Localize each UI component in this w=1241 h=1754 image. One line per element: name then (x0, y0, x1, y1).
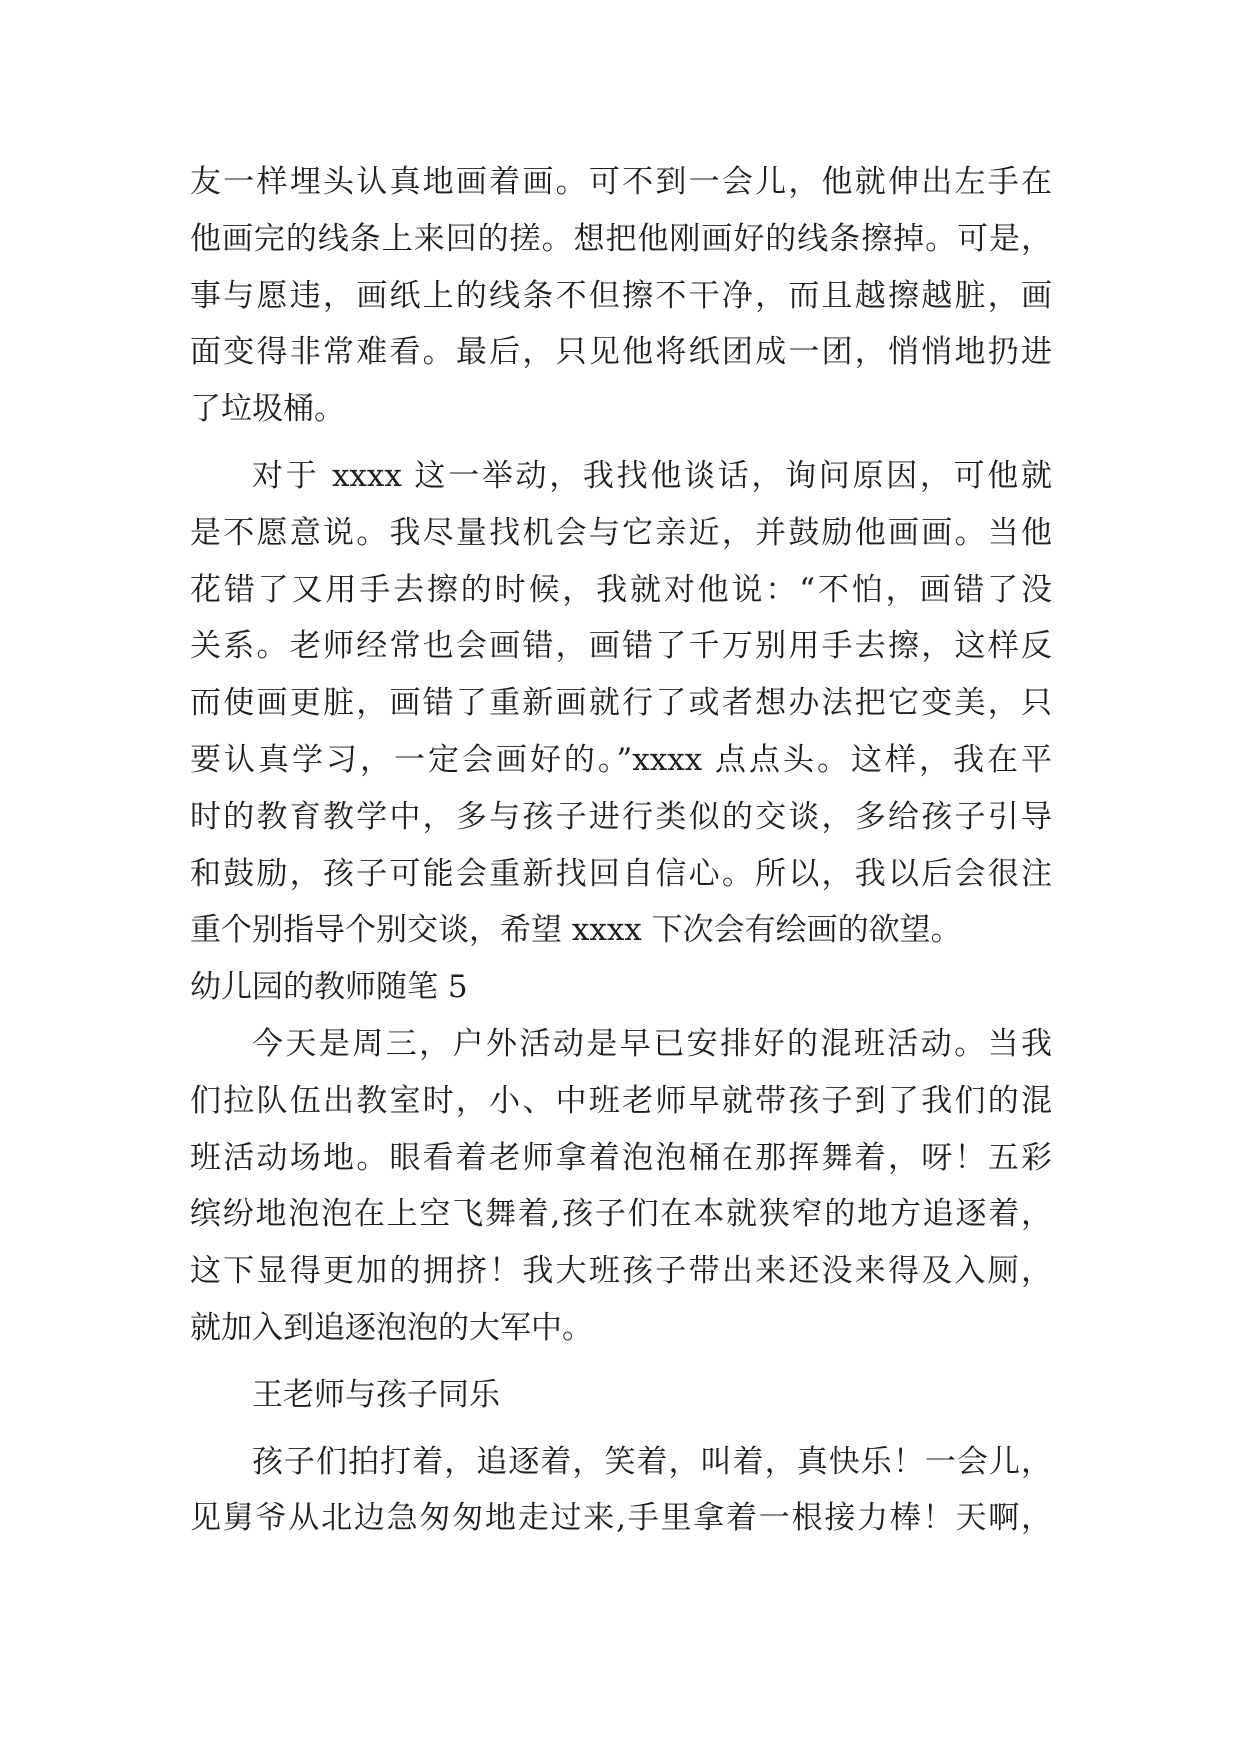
text-line: 而使画更脏，画错了重新画就行了或者想办法把它变美，只 (190, 685, 1052, 722)
text-line: 时的教育教学中，多与孩子进行类似的交谈，多给孩子引导 (190, 798, 1052, 835)
text-line: 面变得非常难看。最后，只见他将纸团成一团，悄悄地扔进 (190, 334, 1052, 371)
section-title: 幼儿园的教师随笔 5 (190, 969, 468, 1006)
text-line: 是不愿意说。我尽量找机会与它亲近，并鼓励他画画。当他 (190, 514, 1052, 551)
text-line: 他画完的线条上来回的搓。想把他刚画好的线条擦掉。可是， (190, 220, 1052, 257)
text-line: 对于 xxxx 这一举动，我找他谈话，询问原因，可他就 (252, 457, 1052, 494)
text-line: 友一样埋头认真地画着画。可不到一会儿，他就伸出左手在 (190, 164, 1052, 200)
paragraph-3 (190, 1016, 1052, 1357)
text-line: 花错了又用手去擦的时候，我就对他说：“不怕，画错了没 (190, 571, 1052, 608)
text-line: 缤纷地泡泡在上空飞舞着,孩子们在本就狭窄的地方追逐着， (190, 1196, 1052, 1233)
text-line: 就加入到追逐泡泡的大军中。 (190, 1309, 593, 1346)
text-line: 关系。老师经常也会画错，画错了千万别用手去擦，这样反 (190, 628, 1052, 665)
paragraph-2 (190, 448, 1052, 959)
text-line: 今天是周三，户外活动是早已安排好的混班活动。当我 (252, 1025, 1052, 1062)
paragraph-4 (190, 1434, 1052, 1548)
subheading: 王老师与孩子同乐 (252, 1376, 500, 1413)
text-line: 孩子们拍打着，追逐着，笑着，叫着，真快乐！一会儿， (252, 1443, 1052, 1480)
text-line: 和鼓励，孩子可能会重新找回自信心。所以，我以后会很注 (190, 855, 1052, 892)
text-line: 事与愿违，画纸上的线条不但擦不干净，而且越擦越脏，画 (190, 277, 1052, 314)
text-line: 了垃圾桶。 (190, 391, 345, 428)
document-body (190, 154, 1052, 1547)
text-line: 班活动场地。眼看着老师拿着泡泡桶在那挥舞着，呀！五彩 (190, 1139, 1052, 1176)
text-line: 要认真学习，一定会画好的。”xxxx 点点头。这样，我在平 (190, 741, 1052, 778)
text-line: 们拉队伍出教室时，小、中班老师早就带孩子到了我们的混 (190, 1082, 1052, 1119)
text-line: 重个别指导个别交谈，希望 xxxx 下次会有绘画的欲望。 (190, 912, 962, 949)
text-line: 见舅爷从北边急匆匆地走过来,手里拿着一根接力棒！天啊， (190, 1500, 1052, 1537)
text-line: 这下显得更加的拥挤！我大班孩子带出来还没来得及入厕， (190, 1253, 1052, 1290)
paragraph-1 (190, 154, 1052, 438)
